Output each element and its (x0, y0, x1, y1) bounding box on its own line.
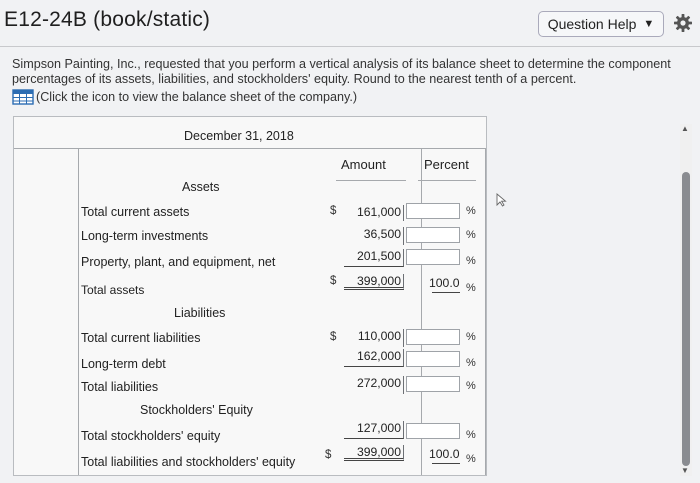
percent-sign: % (466, 255, 476, 267)
row-label: Total liabilities (81, 380, 159, 394)
percent-input[interactable] (406, 423, 460, 439)
amount-cell: 162,000 (344, 349, 404, 367)
percent-sign: % (466, 453, 476, 465)
row-label: Total assets (81, 283, 145, 297)
row-label: Total stockholders' equity (81, 429, 221, 443)
percent-input[interactable] (406, 329, 460, 345)
instructions-text: Simpson Painting, Inc., requested that you perform a vertical analysis of its balance sheet to determine the component percentages of its assets, liabilities, and stockholders' equity. Round to the nearest tenth of a percent. (12, 57, 671, 86)
column-header-amount: Amount (341, 157, 386, 172)
spreadsheet-icon[interactable] (12, 89, 34, 105)
amount-cell: 36,500 (344, 227, 404, 245)
amount-cell: 201,500 (344, 249, 404, 267)
percent-value: 100.0 (429, 447, 460, 461)
vertical-scrollbar[interactable] (680, 124, 692, 476)
row-label: Long-term debt (81, 357, 166, 371)
row-label: Property, plant, and equipment, net (81, 255, 276, 269)
mouse-cursor-icon (495, 193, 509, 207)
percent-input[interactable] (406, 249, 460, 265)
row-label: Long-term investments (81, 229, 209, 243)
scroll-up-icon[interactable]: ▲ (681, 124, 689, 133)
balance-sheet-link[interactable] (12, 89, 357, 105)
percent-sign: % (466, 282, 476, 294)
header-divider (0, 46, 700, 47)
amount-cell: 399,000 (344, 274, 404, 290)
balance-sheet-link-text[interactable]: (Click the icon to view the balance sheet of the company.) (36, 90, 358, 104)
percent-input[interactable] (406, 227, 460, 243)
section-heading-assets: Assets (182, 180, 220, 194)
percent-sign: % (466, 331, 476, 343)
percent-sign: % (466, 357, 476, 369)
percent-sign: % (466, 205, 476, 217)
amount-cell: 399,000 (344, 445, 404, 461)
table-divider (485, 149, 486, 475)
amount-cell: 161,000 (344, 205, 404, 221)
percent-value: 100.0 (429, 276, 460, 290)
statement-date: December 31, 2018 (184, 129, 294, 143)
currency-sign: $ (330, 331, 337, 343)
column-header-percent: Percent (424, 157, 469, 172)
section-heading-equity: Stockholders' Equity (140, 403, 253, 417)
row-label: Total current assets (81, 205, 190, 219)
section-heading-liabilities: Liabilities (174, 306, 226, 320)
percent-underline (432, 292, 460, 293)
percent-input[interactable] (406, 376, 460, 392)
header-underline (336, 180, 406, 181)
percent-underline (432, 463, 460, 464)
question-help-label: Question Help (547, 16, 637, 32)
percent-sign: % (466, 380, 476, 392)
currency-sign: $ (330, 205, 337, 217)
percent-sign: % (466, 429, 476, 441)
amount-cell: 127,000 (344, 421, 404, 439)
table-divider (78, 149, 79, 475)
amount-cell: 110,000 (344, 329, 404, 347)
percent-sign: % (466, 229, 476, 241)
currency-sign: $ (330, 275, 337, 287)
analysis-table (14, 148, 486, 475)
scrollbar-thumb[interactable] (682, 172, 690, 466)
scroll-down-icon[interactable]: ▼ (681, 466, 689, 475)
page-title: E12-24B (book/static) (4, 8, 211, 31)
amount-cell: 272,000 (344, 376, 404, 394)
row-label: Total current liabilities (81, 331, 201, 345)
row-label: Total liabilities and stockholders' equity (81, 455, 296, 469)
chevron-down-icon: ▼ (643, 18, 655, 30)
percent-input[interactable] (406, 203, 460, 219)
question-help-button[interactable] (538, 11, 664, 37)
currency-sign: $ (325, 449, 332, 461)
vertical-analysis-panel (13, 116, 487, 476)
gear-icon[interactable] (673, 13, 693, 33)
percent-input[interactable] (406, 351, 460, 367)
header-underline (418, 180, 476, 181)
